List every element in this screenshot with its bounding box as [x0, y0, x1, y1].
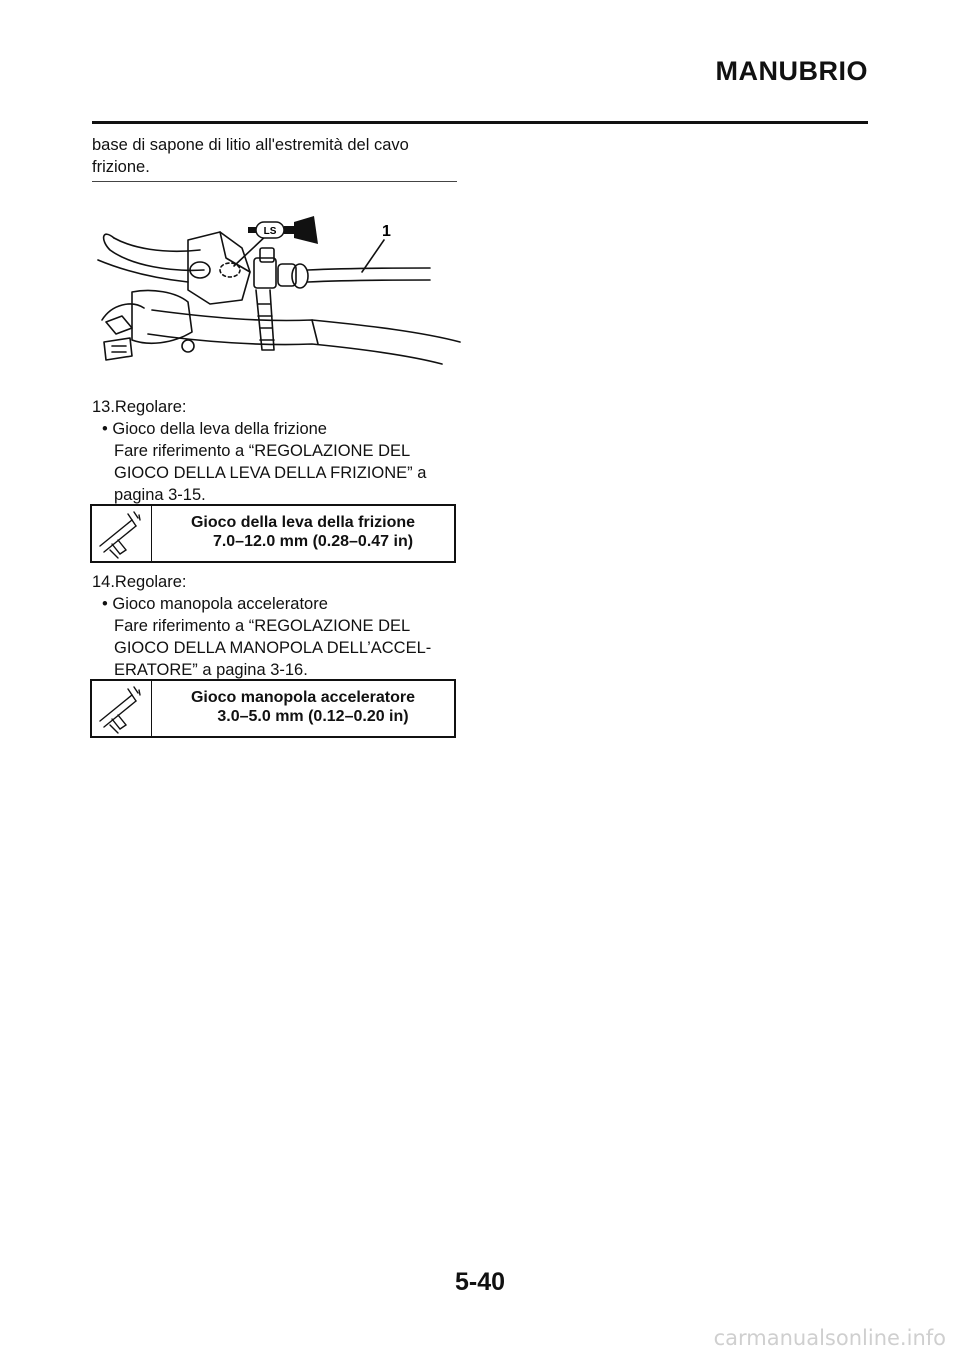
clutch-lever-drawing: [92, 200, 462, 380]
callout-1: 1: [382, 223, 391, 240]
spec-value: 7.0–12.0 mm (0.28–0.47 in): [212, 533, 414, 550]
step-ref-line: Fare riferimento a “REGOLAZIONE DEL: [114, 617, 411, 635]
watermark: carmanualsonline.info: [713, 1326, 946, 1350]
lithium-grease-symbol: [248, 216, 318, 244]
step-number: 13.Regolare:: [92, 398, 187, 416]
header-title: MANUBRIO: [715, 56, 868, 86]
clutch-lever-illustration: [92, 200, 462, 380]
spec-value: 3.0–5.0 mm (0.12–0.20 in): [217, 708, 409, 725]
step-ref-line: GIOCO DELLA LEVA DELLA FRIZIONE” a: [114, 464, 427, 482]
header-rule: [92, 121, 868, 124]
step-bullet: • Gioco manopola acceleratore: [102, 595, 328, 613]
spec-label: Gioco manopola acceleratore: [190, 689, 416, 706]
step-ref-line: ERATORE” a pagina 3-16.: [114, 661, 308, 679]
step-ref-line: Fare riferimento a “REGOLAZIONE DEL: [114, 442, 411, 460]
caliper-icon: [92, 506, 152, 561]
spec-label: Gioco della leva della frizione: [190, 514, 416, 531]
caliper-icon: [92, 681, 152, 736]
spec-box-throttle: [90, 679, 456, 738]
step-14: [92, 571, 472, 681]
spec-box-clutch: [90, 504, 456, 563]
page-number: 5-40: [454, 1268, 506, 1296]
step-ref-line: GIOCO DELLA MANOPOLA DELL’ACCEL-: [114, 639, 432, 657]
step-ref-line: pagina 3-15.: [114, 486, 206, 504]
intro-rule: [92, 181, 457, 182]
step-bullet: • Gioco della leva della frizione: [102, 420, 327, 438]
svg-text:LS: LS: [263, 226, 277, 237]
intro-text: base di sapone di litio all'estremità del cavo frizione.: [92, 136, 409, 176]
step-number: 14.Regolare:: [92, 573, 187, 591]
step-13: [92, 396, 472, 506]
